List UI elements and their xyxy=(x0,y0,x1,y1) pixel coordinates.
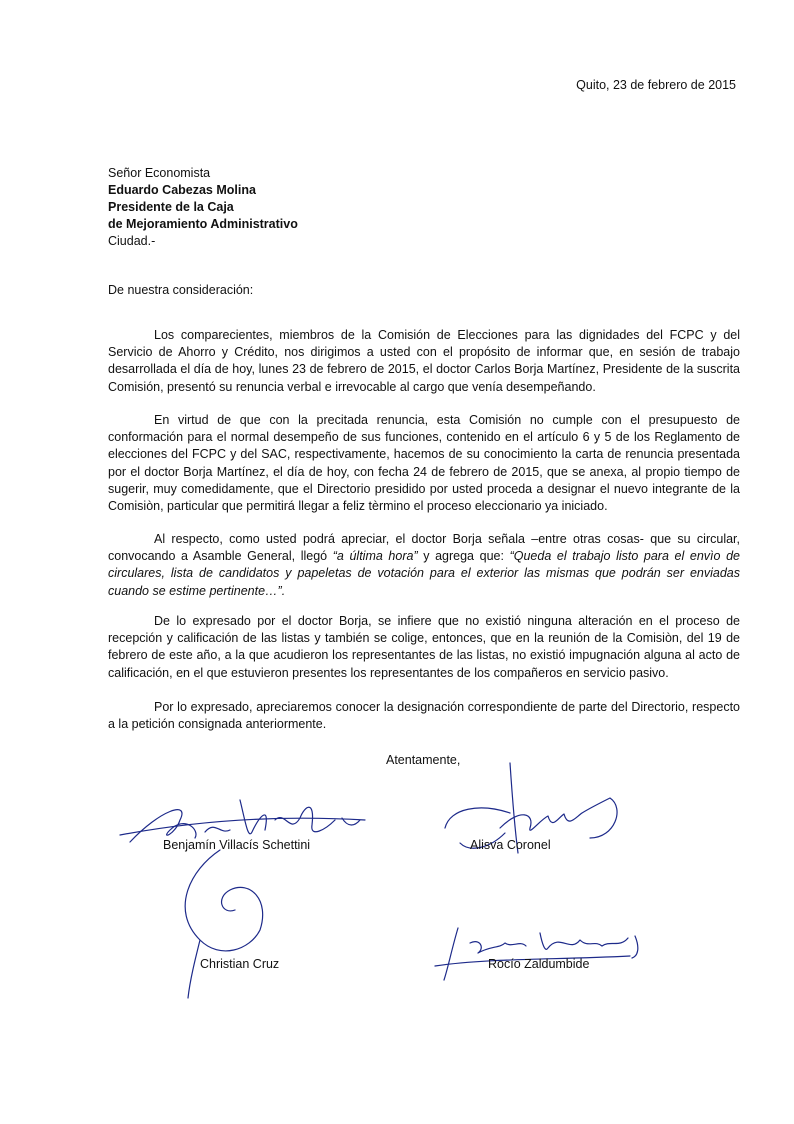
paragraph-5 xyxy=(108,699,740,733)
paragraph-2 xyxy=(108,412,740,515)
paragraph-3-part-a: Al respecto, como usted podrá apreciar, el doctor Borja señala –entre otras cosas- que su circular, convocando a Asamble General, llegó xyxy=(108,532,740,564)
recipient-block xyxy=(108,165,298,250)
paragraph-3-text xyxy=(108,531,740,600)
recipient-city: Ciudad.- xyxy=(108,234,156,248)
paragraph-3-quote-2: “Queda el trabajo listo para el envìo de circulares, lista de candidatos y papeletas de votación para el exterior las mismas que podrán ser enviadas cuando se estime pertinente…”. xyxy=(108,549,740,598)
signatory-2-name: Alisva Coronel xyxy=(470,838,551,852)
closing: Atentamente, xyxy=(386,753,461,767)
paragraph-3 xyxy=(108,531,740,600)
signatory-3-name: Christian Cruz xyxy=(200,957,280,971)
signatory-4-name: Rocío Zaldumbide xyxy=(488,957,590,971)
signature-3-scribble xyxy=(160,840,320,1000)
recipient-title-2: de Mejoramiento Administrativo xyxy=(108,217,298,231)
paragraph-3-quote-1: “a última hora” xyxy=(332,549,418,564)
recipient-salutation: Señor Economista xyxy=(108,166,211,180)
greeting: De nuestra consideración: xyxy=(108,283,254,297)
signature-4-scribble xyxy=(430,918,650,988)
paragraph-2-text: En virtud de que con la precitada renuncia, esta Comisión no cumple con el presupuesto de conformación para el normal desempeño de sus funciones, contenido en el artículo 6 y 5 de los Reglamento de elecciones del FCPC y del SAC, respectivamente, hacemos de su conocimiento la carta de renuncia presentada por el doctor Borja Martínez, el día de hoy, con fecha 24 de febrero de 2015, que se anexa, al propio tiempo de sugerir, muy comedidamente, que el Directorio presidido por usted proceda a designar el nuevo integrante de la Comisiòn, particular que permitirá llegar a feliz tèrmino el proceso eleccionario ya iniciado. xyxy=(108,413,740,514)
recipient-title-1: Presidente de la Caja xyxy=(108,200,234,214)
paragraph-1-text: Los comparecientes, miembros de la Comisión de Elecciones para las dignidades del FCPC y del Servicio de Ahorro y Crédito, nos dirigimos a usted con el propósito de informar que, en sesión de trabajo desarrollada el día de hoy, lunes 23 de febrero de 2015, el doctor Carlos Borja Martínez, Presidente de la suscrita Comisión, presentó su renuncia verbal e irrevocable al cargo que venía desempeñando. xyxy=(108,328,740,394)
paragraph-3-part-b: y agrega que: xyxy=(417,549,510,564)
paragraph-4-text: De lo expresado por el doctor Borja, se infiere que no existió ninguna alteración en el proceso de recepción y calificación de las listas y también se colige, entonces, que en la reunión de la Comisiòn, del 19 de febrero de este año, a la que acudieron los representantes de las listas, no existió impugnación alguna al acto de calificación, en el que estuvieron presentes los representantes de los compañeros en servicio pasivo. xyxy=(108,614,740,680)
paragraph-4 xyxy=(108,613,740,682)
recipient-name: Eduardo Cabezas Molina xyxy=(108,183,256,197)
paragraph-1 xyxy=(108,327,740,396)
signatory-1-name: Benjamín Villacís Schettini xyxy=(163,838,311,852)
paragraph-5-text: Por lo expresado, apreciaremos conocer la designación correspondiente de parte del Directorio, respecto a la petición consignada anteriormente. xyxy=(108,700,740,732)
letter-date: Quito, 23 de febrero de 2015 xyxy=(576,78,736,92)
